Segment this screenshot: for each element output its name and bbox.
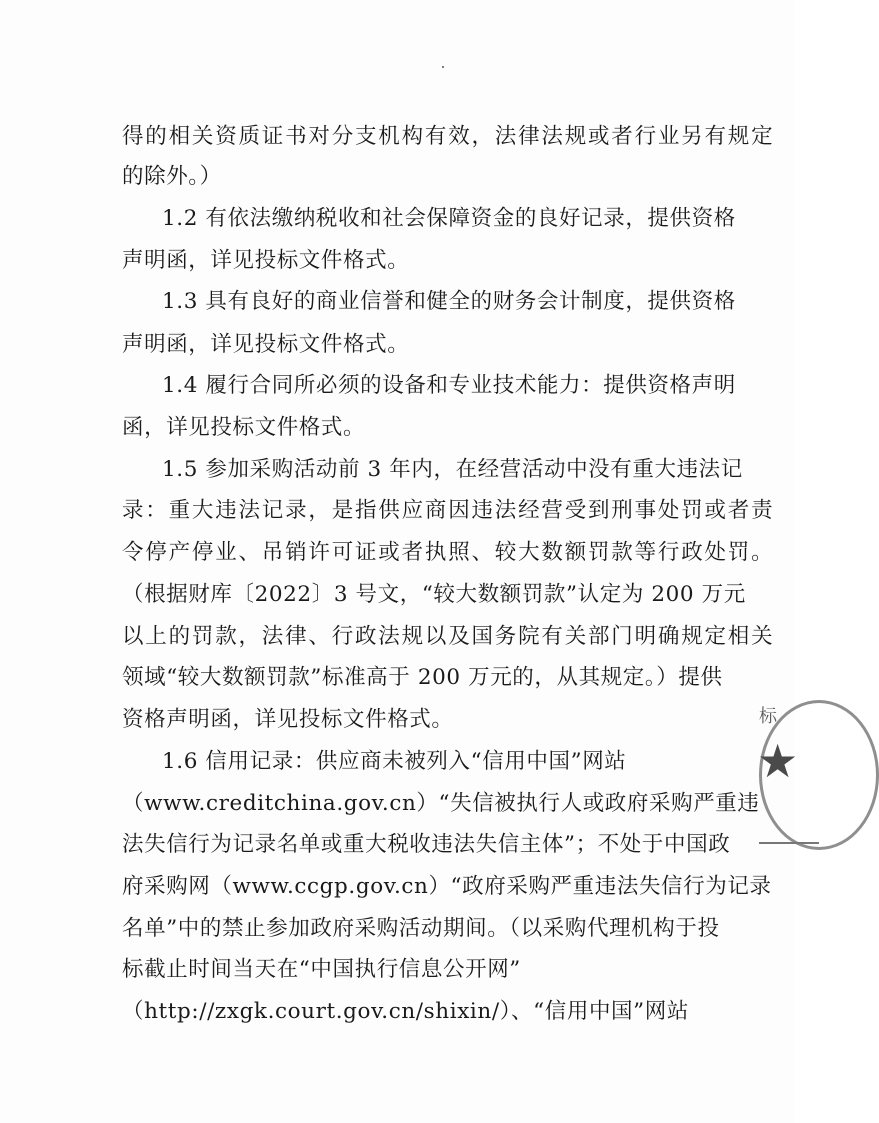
text-line: 的除外。） [122, 164, 222, 189]
text-line: 资格声明函，详见投标文件格式。 [122, 707, 454, 732]
text-line: 函，详见投标文件格式。 [122, 415, 366, 440]
scan-speck [442, 66, 444, 68]
text-line: 1.6 信用记录：供应商未被列入“信用中国”网站 [162, 749, 627, 774]
text-line: （根据财库〔2022〕3 号文，“较大数额罚款”认定为 200 万元 [122, 582, 746, 607]
text-line: 1.5 参加采购活动前 3 年内，在经营活动中没有重大违法记 [162, 457, 743, 482]
text-line: 法失信行为记录名单或重大税收违法失信主体”；不处于中国政 [122, 832, 731, 857]
seal-rule [759, 842, 819, 844]
text-line: 声明函，详见投标文件格式。 [122, 248, 410, 273]
text-line: 声明函，详见投标文件格式。 [122, 332, 410, 357]
text-line: （http://zxgk.court.gov.cn/shixin/）、“信用中国”网站 [122, 999, 689, 1024]
text-line: 录：重大违法记录，是指供应商因违法经营受到刑事处罚或者责 [122, 498, 775, 523]
text-line: 标截止时间当天在“中国执行信息公开网” [122, 957, 521, 982]
seal-text: 标 [759, 706, 778, 727]
text-line: 1.3 具有良好的商业信誉和健全的财务会计制度，提供资格 [162, 289, 736, 314]
text-line: 府采购网（www.ccgp.gov.cn）“政府采购严重违法失信行为记录 [122, 874, 772, 899]
text-line: 1.2 有依法缴纳税收和社会保障资金的良好记录，提供资格 [162, 206, 736, 231]
text-line: 名单”中的禁止参加政府采购活动期间。（以采购代理机构于投 [122, 916, 720, 941]
text-line: 得的相关资质证书对分支机构有效，法律法规或者行业另有规定 [122, 124, 775, 149]
text-line: 以上的罚款，法律、行政法规以及国务院有关部门明确规定相关 [122, 624, 775, 649]
text-line: 1.4 履行合同所必须的设备和专业技术能力：提供资格声明 [162, 373, 736, 398]
text-line: 令停产停业、吊销许可证或者执照、较大数额罚款等行政处罚。 [122, 540, 775, 565]
text-line: 领域“较大数额罚款”标准高于 200 万元的，从其规定。）提供 [122, 665, 723, 690]
official-seal-fragment [745, 700, 805, 860]
star-icon: ★ [757, 734, 799, 788]
text-line: （www.creditchina.gov.cn）“失信被执行人或政府采购严重违 [122, 791, 760, 816]
